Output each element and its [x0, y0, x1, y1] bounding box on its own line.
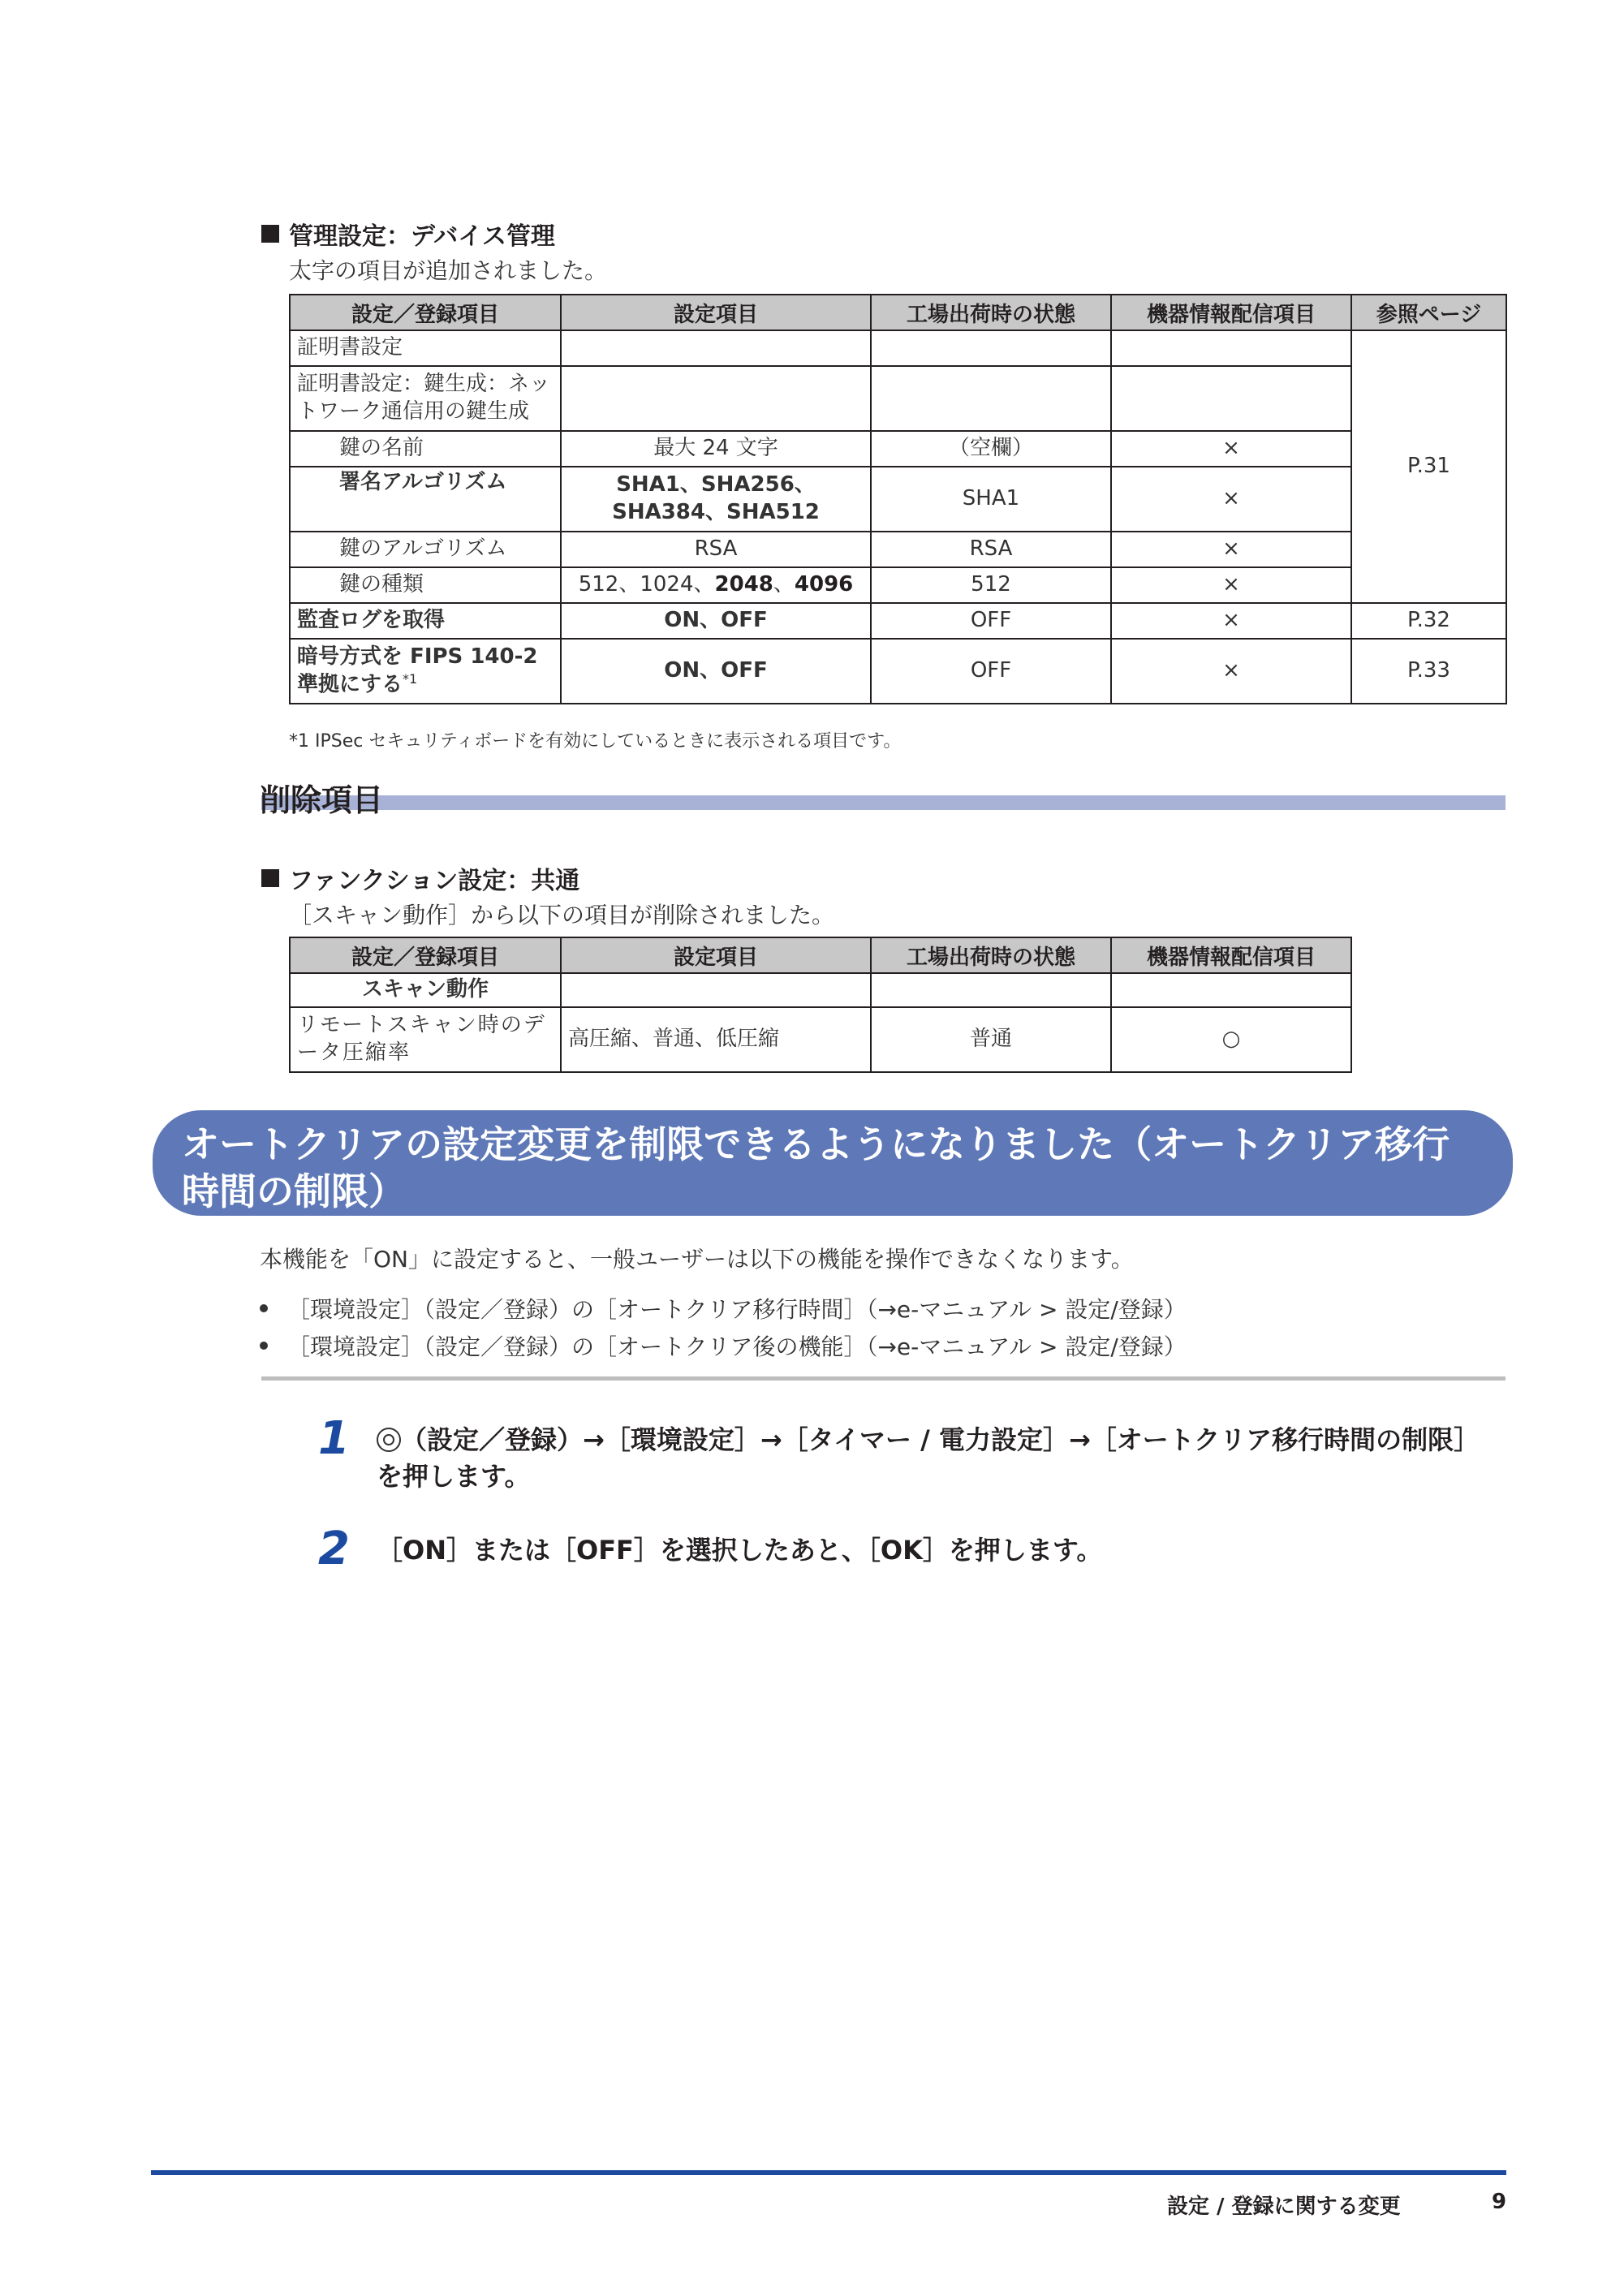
col-header-item: 設定／登録項目 [290, 295, 561, 330]
cell-dist: × [1111, 639, 1351, 704]
body-intro: 本機能を「ON」に設定すると、一般ユーザーは以下の機能を操作できなくなります。 [260, 1246, 1134, 1273]
table-header-row [290, 295, 1506, 330]
section-intro: 太字の項目が追加されました。 [289, 257, 608, 284]
step-text: ［ON］または［OFF］を選択したあと、［OK］を押します。 [377, 1535, 1103, 1566]
cell-setting: 最大 24 文字 [561, 431, 871, 467]
footer-rule [151, 2170, 1506, 2175]
cell-default [871, 366, 1111, 431]
cell-dist [1111, 330, 1351, 366]
cell-setting [561, 366, 871, 431]
cell-item: 鍵のアルゴリズム [290, 532, 561, 567]
cell-item: 署名アルゴリズム [290, 467, 561, 532]
cell-default: 普通 [871, 1007, 1111, 1072]
cell-item: 証明書設定 [290, 330, 561, 366]
cell-setting: RSA [561, 532, 871, 567]
footnote: *1 IPSec セキュリティボードを有効にしているときに表示される項目です。 [289, 731, 902, 752]
cell-dist: ○ [1111, 1007, 1351, 1072]
cell-ref: P.33 [1351, 639, 1506, 704]
table-header-row [290, 937, 1351, 973]
table-row [290, 639, 1506, 704]
step-text-cont: を押します。 [377, 1460, 531, 1492]
cell-dist: × [1111, 567, 1351, 603]
device-settings-table [289, 294, 1507, 704]
step-number: 2 [318, 1523, 350, 1575]
step-number: 1 [318, 1412, 350, 1465]
col-header-distribution: 機器情報配信項目 [1111, 937, 1351, 973]
setting-part: 、 [773, 572, 795, 597]
section-divider-bar [261, 795, 1506, 810]
cell-dist: × [1111, 603, 1351, 639]
cell-default [871, 330, 1111, 366]
cell-item: スキャン動作 [290, 973, 561, 1007]
bullet-icon [260, 1304, 268, 1312]
cell-dist: × [1111, 431, 1351, 467]
cell-setting [561, 330, 871, 366]
cell-default: （空欄） [871, 431, 1111, 467]
table-row [290, 467, 1506, 532]
col-header-distribution: 機器情報配信項目 [1111, 295, 1351, 330]
table-row [290, 973, 1351, 1007]
cell-setting [561, 567, 871, 603]
cell-item: 鍵の種類 [290, 567, 561, 603]
footnote-ref: *1 [403, 670, 418, 687]
cell-dist [1111, 973, 1351, 1007]
page-number: 9 [1492, 2190, 1507, 2214]
col-header-item: 設定／登録項目 [290, 937, 561, 973]
table-row [290, 1007, 1351, 1072]
footer-title: 設定 / 登録に関する変更 [1167, 2195, 1401, 2219]
cell-item [290, 639, 561, 704]
table-row [290, 567, 1506, 603]
setting-part: 512、1024、 [578, 572, 715, 597]
col-header-default: 工場出荷時の状態 [871, 295, 1111, 330]
cell-default: RSA [871, 532, 1111, 567]
square-bullet-icon [261, 225, 279, 243]
setting-part-bold: 2048 [714, 572, 773, 597]
cell-default: OFF [871, 639, 1111, 704]
table-row [290, 431, 1506, 467]
cell-item: 監査ログを取得 [290, 603, 561, 639]
col-header-ref: 参照ページ [1351, 295, 1506, 330]
section-heading-text: ファンクション設定：共通 [289, 867, 580, 895]
col-header-setting: 設定項目 [561, 937, 871, 973]
step-text-main: （設定／登録）→［環境設定］→［タイマー / 電力設定］→［オートクリア移行時間の制限］ [401, 1424, 1480, 1455]
cell-setting: ON、OFF [561, 639, 871, 704]
table-row [290, 366, 1506, 431]
bullet-icon [260, 1342, 268, 1350]
list-item [260, 1329, 1187, 1362]
cell-item-text: 暗号方式を FIPS 140-2 準拠にする [297, 644, 538, 697]
feature-banner [153, 1110, 1513, 1216]
col-header-setting: 設定項目 [561, 295, 871, 330]
cell-item: リモートスキャン時のデータ圧縮率 [290, 1007, 561, 1072]
cell-ref: P.31 [1351, 330, 1506, 603]
list-item [260, 1292, 1187, 1325]
cell-setting [561, 973, 871, 1007]
cell-dist: × [1111, 467, 1351, 532]
section-heading-text: 管理設定：デバイス管理 [289, 222, 555, 251]
list-item-text: ［環境設定］（設定／登録）の［オートクリア移行時間］（→e-マニュアル > 設定/登録） [287, 1296, 1187, 1323]
deleted-items-title: 削除項目 [260, 782, 384, 818]
table-row [290, 603, 1506, 639]
cell-item: 証明書設定：鍵生成：ネットワーク通信用の鍵生成 [290, 366, 561, 431]
cell-ref: P.32 [1351, 603, 1506, 639]
step-text [377, 1422, 1513, 1495]
section-intro: ［スキャン動作］から以下の項目が削除されました。 [289, 902, 835, 928]
horizontal-divider [261, 1376, 1506, 1381]
scan-settings-table [289, 937, 1352, 1073]
table-row [290, 330, 1506, 366]
cell-dist: × [1111, 532, 1351, 567]
cell-setting: ON、OFF [561, 603, 871, 639]
settings-registration-key-icon [377, 1428, 401, 1452]
section-heading [261, 860, 579, 896]
setting-part-bold: 4096 [794, 572, 854, 597]
cell-default: SHA1 [871, 467, 1111, 532]
square-bullet-icon [261, 869, 279, 887]
banner-line-2: 時間の制限） [182, 1169, 406, 1213]
list-item-text: ［環境設定］（設定／登録）の［オートクリア後の機能］（→e-マニュアル > 設定/登録） [287, 1333, 1187, 1360]
cell-setting: 高圧縮、普通、低圧縮 [561, 1007, 871, 1072]
cell-setting: SHA1、SHA256、SHA384、SHA512 [561, 467, 871, 532]
cell-default: OFF [871, 603, 1111, 639]
table-row [290, 532, 1506, 567]
col-header-default: 工場出荷時の状態 [871, 937, 1111, 973]
cell-default: 512 [871, 567, 1111, 603]
banner-line-1: オートクリアの設定変更を制限できるようになりました（オートクリア移行 [182, 1122, 1450, 1166]
cell-dist [1111, 366, 1351, 431]
cell-default [871, 973, 1111, 1007]
cell-item: 鍵の名前 [290, 431, 561, 467]
section-heading [261, 216, 555, 252]
